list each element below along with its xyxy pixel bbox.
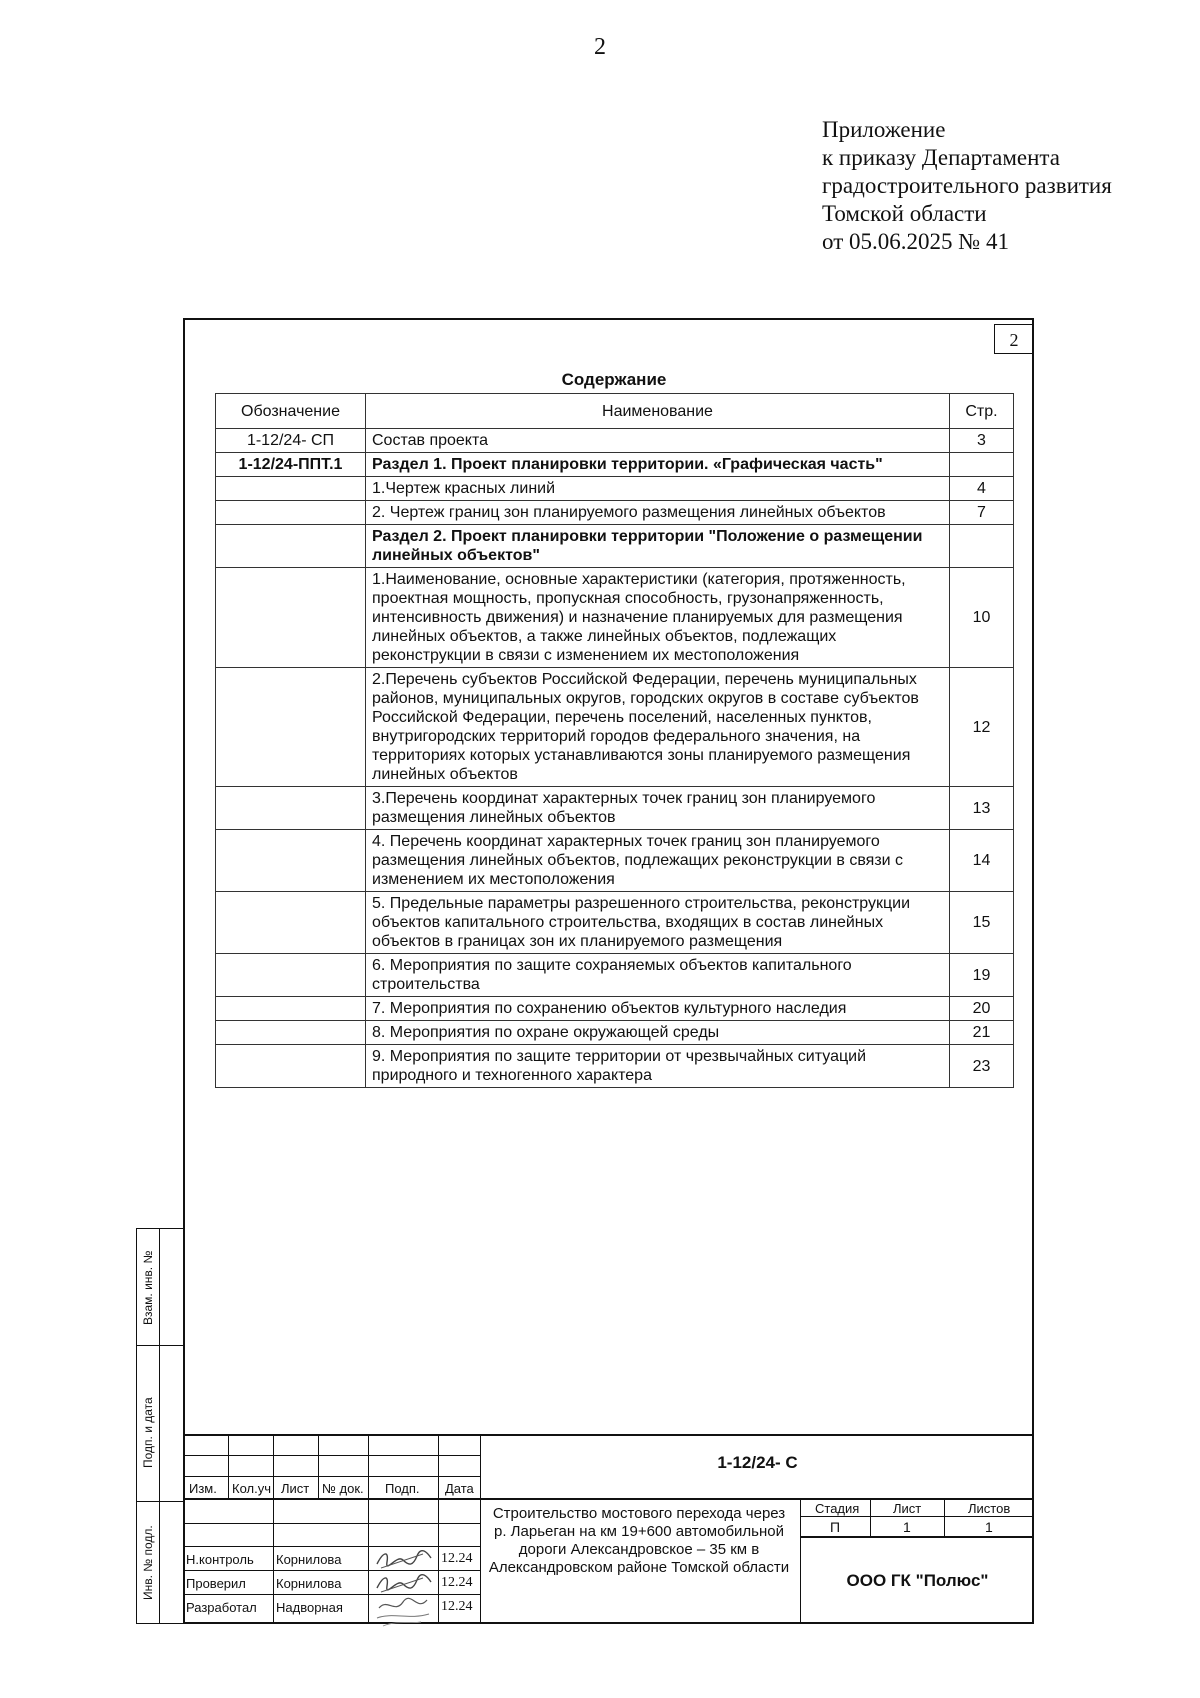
signer-date: 12.24	[441, 1575, 473, 1590]
sheets-value: 1	[985, 1519, 993, 1535]
toc-code-cell	[216, 668, 366, 787]
tb-header-date: Дата	[445, 1481, 474, 1496]
table-row	[216, 453, 1014, 477]
toc-name-cell: 9. Мероприятия по защите территории от чрезвычайных ситуаций природного и техногенного характера	[366, 1045, 950, 1088]
signer-name: Корнилова	[276, 1576, 342, 1591]
signer-name: Корнилова	[276, 1552, 342, 1567]
appendix-line: градостроительного развития	[822, 173, 1112, 198]
toc-code-cell	[216, 830, 366, 892]
signature-mark	[373, 1546, 435, 1572]
signer-role: Н.контроль	[186, 1552, 254, 1567]
table-row	[216, 830, 1014, 892]
sheet-header: Лист	[893, 1501, 922, 1516]
toc-code-cell	[216, 568, 366, 668]
signer-role: Проверил	[186, 1576, 246, 1591]
side-label-zam: Взам. инв. №	[141, 1250, 155, 1325]
toc-code-cell	[216, 787, 366, 830]
toc-page-cell: 20	[950, 997, 1014, 1021]
page-number: 2	[594, 34, 606, 60]
toc-code-cell: 1-12/24-ППТ.1	[216, 453, 366, 477]
appendix-line: к приказу Департамента	[822, 145, 1060, 170]
toc-name-cell: 6. Мероприятия по защите сохраняемых объектов капитального строительства	[366, 954, 950, 997]
toc-code-cell	[216, 1021, 366, 1045]
stage-header: Стадия	[815, 1501, 860, 1516]
table-header-row	[216, 394, 1014, 429]
toc-page-cell: 12	[950, 668, 1014, 787]
appendix-line: Приложение	[822, 117, 946, 142]
side-stamp-inv-value	[159, 1501, 184, 1624]
tb-header-podp: Подп.	[385, 1481, 420, 1496]
project-title: Строительство мостового перехода через р. Ларьеган на км 19+600 автомобильной дороги Александровское – 35 км в Александровском районе Томской области	[488, 1505, 790, 1576]
toc-name-cell: 3.Перечень координат характерных точек границ зон планируемого размещения линейных объектов	[366, 787, 950, 830]
sheet-number-box: 2	[994, 324, 1034, 354]
toc-code-cell	[216, 892, 366, 954]
sheets-header: Листов	[968, 1501, 1011, 1516]
toc-name-cell: Раздел 1. Проект планировки территории. «Графическая часть"	[366, 453, 950, 477]
table-row	[216, 568, 1014, 668]
toc-name-cell: 8. Мероприятия по охране окружающей среды	[366, 1021, 950, 1045]
table-row	[216, 429, 1014, 453]
toc-name-cell: 2. Чертеж границ зон планируемого размещения линейных объектов	[366, 501, 950, 525]
tb-header-izm: Изм.	[189, 1481, 217, 1496]
table-row	[216, 501, 1014, 525]
toc-page-cell: 19	[950, 954, 1014, 997]
table-row	[216, 525, 1014, 568]
signature-mark	[373, 1570, 435, 1596]
title-block	[183, 1434, 1034, 1624]
toc-code-cell	[216, 1045, 366, 1088]
table-row	[216, 477, 1014, 501]
side-stamp-zam-value	[159, 1228, 184, 1346]
toc-page-cell	[950, 525, 1014, 568]
header-name: Наименование	[366, 394, 950, 429]
tb-header-kolvo: Кол.уч	[232, 1481, 271, 1496]
toc-page-cell: 7	[950, 501, 1014, 525]
toc-code-cell	[216, 501, 366, 525]
tb-header-doc: № док.	[322, 1481, 364, 1496]
side-stamp-podp-value	[159, 1345, 184, 1502]
toc-code-cell	[216, 997, 366, 1021]
toc-page-cell	[950, 453, 1014, 477]
toc-page-cell: 13	[950, 787, 1014, 830]
side-label-inv: Инв. № подл.	[141, 1525, 155, 1600]
toc-name-cell: Состав проекта	[366, 429, 950, 453]
toc-code-cell	[216, 477, 366, 501]
tb-header-list: Лист	[281, 1481, 310, 1496]
appendix-block	[822, 116, 1112, 256]
toc-page-cell: 10	[950, 568, 1014, 668]
appendix-line: от 05.06.2025 № 41	[822, 229, 1009, 254]
toc-code-cell: 1-12/24- СП	[216, 429, 366, 453]
contents-title: Содержание	[561, 370, 667, 389]
doc-code: 1-12/24- С	[717, 1453, 798, 1472]
sheet-value: 1	[903, 1519, 911, 1535]
signer-name: Надворная	[276, 1600, 343, 1615]
toc-page-cell: 23	[950, 1045, 1014, 1088]
table-row	[216, 1045, 1014, 1088]
toc-name-cell: 5. Предельные параметры разрешенного строительства, реконструкции объектов капитального строительства, входящих в состав линейных объектов в границах зон их планируемого размещения	[366, 892, 950, 954]
toc-page-cell: 21	[950, 1021, 1014, 1045]
signer-date: 12.24	[441, 1551, 473, 1566]
contents-table	[215, 393, 1014, 1088]
signature-mark	[373, 1594, 435, 1630]
signer-date: 12.24	[441, 1599, 473, 1614]
toc-name-cell: 4. Перечень координат характерных точек границ зон планируемого размещения линейных объектов, подлежащих реконструкции в связи с изменением их местоположения	[366, 830, 950, 892]
header-code: Обозначение	[216, 394, 366, 429]
signer-role: Разработал	[186, 1600, 257, 1615]
header-page: Стр.	[950, 394, 1014, 429]
toc-page-cell: 15	[950, 892, 1014, 954]
toc-name-cell: 7. Мероприятия по сохранению объектов культурного наследия	[366, 997, 950, 1021]
table-row	[216, 997, 1014, 1021]
toc-code-cell	[216, 525, 366, 568]
toc-name-cell: 1.Чертеж красных линий	[366, 477, 950, 501]
table-row	[216, 668, 1014, 787]
toc-name-cell: Раздел 2. Проект планировки территории "Положение о размещении линейных объектов"	[366, 525, 950, 568]
toc-page-cell: 3	[950, 429, 1014, 453]
table-row	[216, 1021, 1014, 1045]
appendix-line: Томской области	[822, 201, 987, 226]
side-label-podp: Подп. и дата	[141, 1397, 155, 1468]
toc-code-cell	[216, 954, 366, 997]
toc-name-cell: 2.Перечень субъектов Российской Федерации, перечень муниципальных районов, муниципальных округов, городских округов в составе субъектов Российской Федерации, перечень поселений, населенных пунктов, внутригородских территорий городов федерального значения, на территориях которых устанавливаются зоны планируемого размещения линейных объектов	[366, 668, 950, 787]
company-name: ООО ГК "Полюс"	[846, 1571, 989, 1590]
table-row	[216, 892, 1014, 954]
table-row	[216, 787, 1014, 830]
toc-page-cell: 14	[950, 830, 1014, 892]
table-row	[216, 954, 1014, 997]
toc-name-cell: 1.Наименование, основные характеристики (категория, протяженность, проектная мощность, пропускная способность, грузонапряженность, интенсивность движения) и назначение планируемых для размещения линейных объектов, а также линейных объектов, подлежащих реконструкции в связи с изменением их местоположения	[366, 568, 950, 668]
stage-value: П	[830, 1519, 841, 1535]
toc-page-cell: 4	[950, 477, 1014, 501]
